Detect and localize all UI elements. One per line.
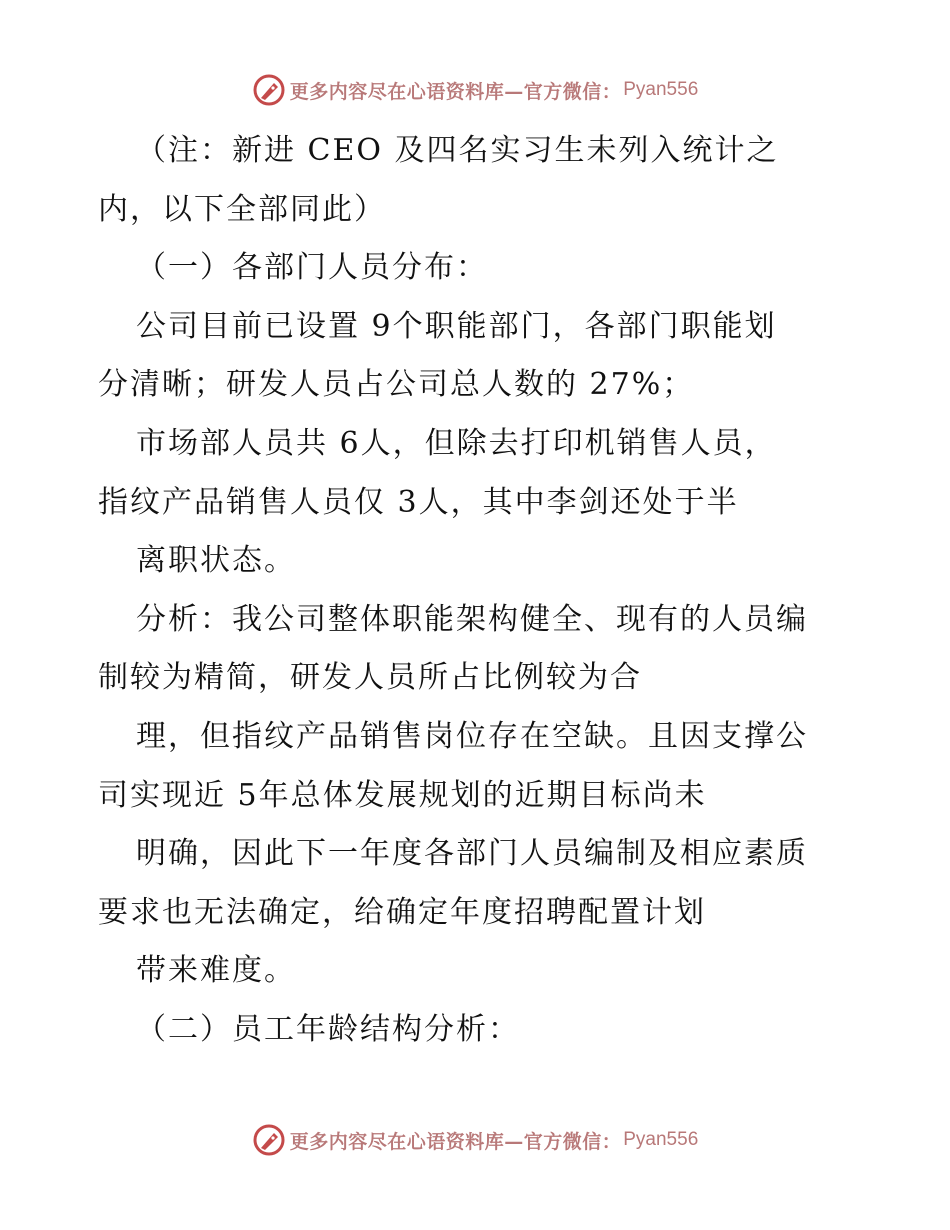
pen-nib-logo-icon — [252, 73, 286, 107]
section-heading-2: （二）员工年龄结构分析： — [136, 1011, 520, 1047]
header-watermark — [0, 70, 950, 110]
footer-watermark — [0, 1120, 950, 1160]
document-body — [98, 122, 898, 1060]
body-line-8: 离职状态。 — [136, 543, 296, 579]
body-line-11: 理，但指纹产品销售岗位存在空缺。且因支撑公 — [136, 718, 808, 754]
body-line-9: 分析：我公司整体职能架构健全、现有的人员编 — [136, 601, 808, 637]
watermark-wechat-id: Pyan556 — [623, 79, 699, 100]
watermark-text: 更多内容尽在心语资料库—官方微信： — [289, 1130, 622, 1153]
watermark-text: 更多内容尽在心语资料库—官方微信： — [289, 80, 622, 103]
body-line-15: 带来难度。 — [136, 953, 296, 989]
body-line-2: 内，以下全部同此） — [98, 191, 386, 227]
body-line-6: 市场部人员共 6人，但除去打印机销售人员， — [136, 425, 777, 461]
body-line-1: （注：新进 CEO 及四名实习生未列入统计之 — [136, 133, 779, 168]
pen-nib-logo-icon — [252, 1123, 286, 1157]
section-heading-1: （一）各部门人员分布： — [136, 250, 488, 286]
body-line-14: 要求也无法确定，给确定年度招聘配置计划 — [98, 894, 706, 930]
body-line-7: 指纹产品销售人员仅 3人，其中李剑还处于半 — [98, 484, 739, 520]
body-line-10: 制较为精简，研发人员所占比例较为合 — [98, 660, 642, 696]
body-line-4: 公司目前已设置 9个职能部门，各部门职能划 — [136, 308, 777, 344]
body-line-13: 明确，因此下一年度各部门人员编制及相应素质 — [136, 836, 808, 872]
body-line-5: 分清晰；研发人员占公司总人数的 27%； — [98, 367, 695, 403]
body-line-12: 司实现近 5年总体发展规划的近期目标尚未 — [98, 777, 707, 813]
watermark-wechat-id: Pyan556 — [623, 1129, 699, 1150]
